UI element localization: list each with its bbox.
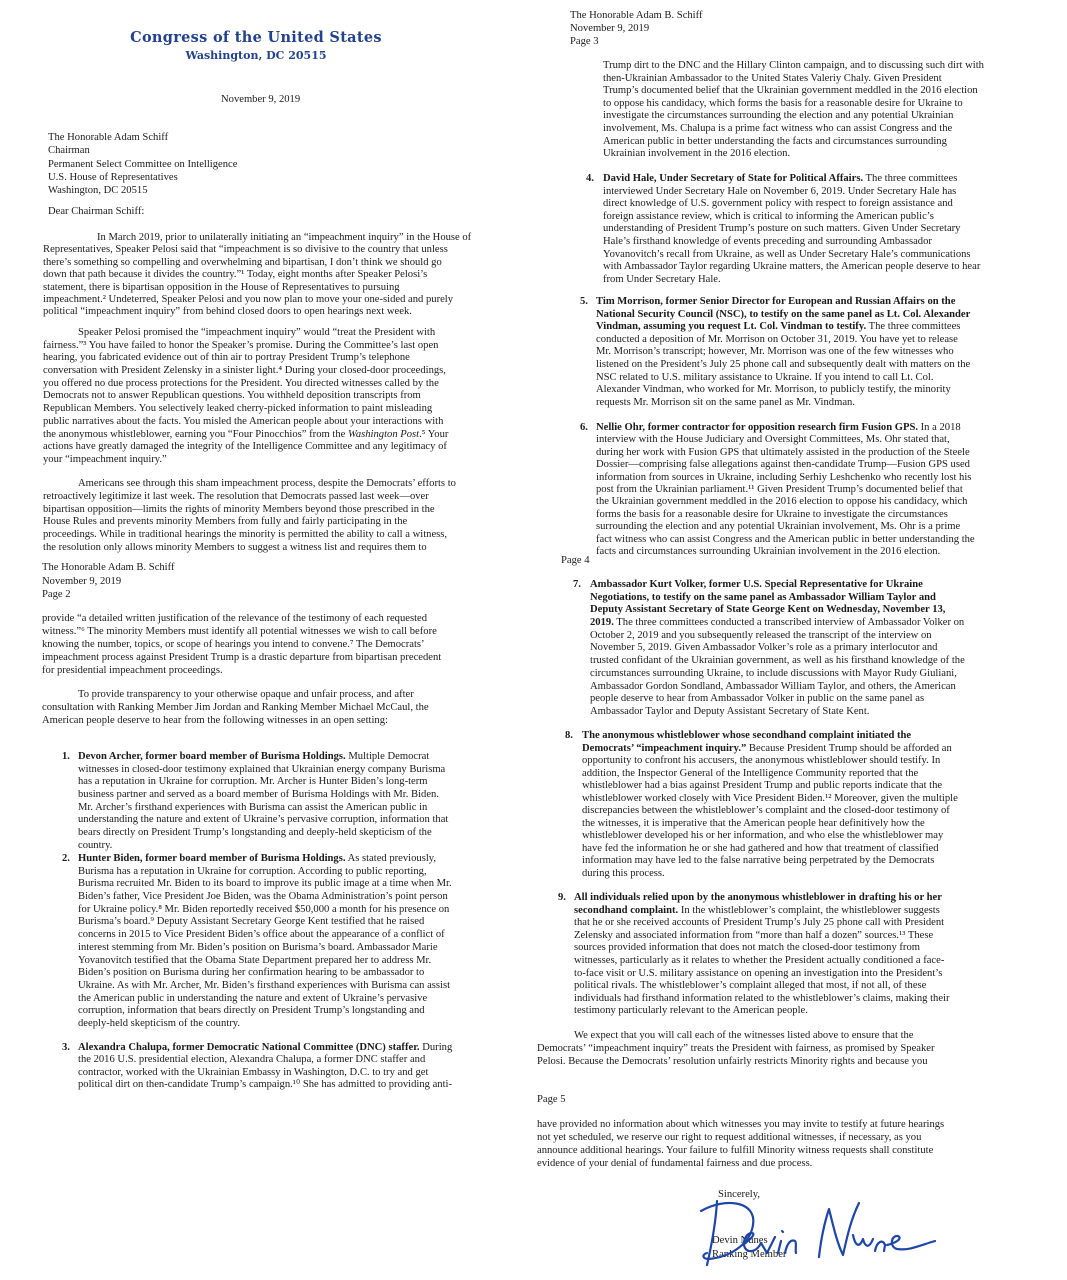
text-line: American public in better understanding the facts and circumstances surrounding	[603, 135, 947, 147]
bold-heading-text: Vindman, assuming you request Lt. Col. Vindman to testify.	[596, 321, 867, 333]
text-line: the American public in understanding the nature and extent of Ukraine’s pervasive	[78, 992, 428, 1004]
text-line: Burisma has a reputation in Ukraine for corruption. According to public reporting,	[78, 865, 427, 877]
bold-heading-text: secondhand complaint.	[574, 904, 679, 916]
text-line: Yovanovitch testified that the Obama State Department prepared her to address Mr.	[78, 954, 432, 966]
text-line	[596, 296, 970, 309]
text-line: Trump dirt to the DNC and the Hillary Clinton campaign, and to discussing such dirt with	[603, 60, 984, 71]
text-line	[603, 173, 980, 186]
text-line: the resolution only allows minority Members to suggest a witness list and requires them to	[43, 541, 427, 553]
text-line: announce additional hearings. Your failure to fulfill Minority witness requests shall constitute	[537, 1145, 934, 1156]
text-line	[582, 743, 958, 756]
text-line	[590, 604, 965, 617]
text-line	[590, 592, 965, 605]
text-line: American people deserve to hear from the following witnesses in an open setting:	[42, 715, 388, 726]
signer-title: Ranking Member	[712, 1249, 787, 1260]
text-line: for Ukraine policy.⁸ Mr. Biden reportedly received $50,000 a month for his presence on	[78, 903, 450, 915]
text-segment: In a 2018	[918, 422, 961, 433]
text-line: down that path because it divides the country.”¹ Today, eight months after Speaker Pelosi’s	[43, 269, 428, 281]
body-paragraph	[42, 688, 429, 727]
text-line: post from the Ukrainian parliament.¹¹ Given President Trump’s documented belief that	[596, 483, 963, 495]
italic-title-text: Washington Post	[347, 428, 420, 440]
bold-heading-text: Tim Morrison, former Senior Director for European and Russian Affairs on the	[596, 296, 956, 307]
item-number: 5.	[580, 296, 588, 307]
text-line: public narratives about the facts. You misled the American people about your interactions with	[43, 415, 444, 427]
text-line: interest stemming from Mr. Biden’s position on Burisma’s board. Ambassador Marie	[78, 941, 438, 953]
text-line: contractor, worked with the Ukrainian Embassy in Washington, D.C. to try and get	[78, 1066, 429, 1078]
text-line: actions have greatly damaged the integrity of the Intelligence Committee and any legitimacy of	[43, 441, 447, 453]
text-line: trusted confidant of the Ukrainian government, as well as his firsthand knowledge of the	[590, 655, 965, 667]
letterhead-title: Congress of the United States	[130, 29, 382, 46]
item-text	[596, 422, 975, 558]
signer-name: Devin Nunes	[712, 1235, 768, 1246]
item-text	[78, 751, 448, 853]
page-3	[535, 0, 1067, 560]
text-line: with Ambassador Taylor regarding Ukraine matters, the American people deserve to hear	[603, 261, 981, 273]
text-line: for presidential impeachment proceedings.	[42, 665, 223, 676]
text-segment: Because President Trump should be afforded an	[746, 742, 952, 754]
text-line	[590, 617, 965, 630]
body-paragraph	[43, 232, 471, 319]
bold-heading-text: National Security Council (NSC), to testify on the same panel as Lt. Col. Alexander	[596, 308, 971, 320]
text-line: Mr. Morrison’s transcript; however, Mr. Morrison was one of the few witnesses who	[596, 346, 954, 358]
bold-heading-text: 2019.	[590, 617, 614, 629]
text-line: testimony particularly relevant to the American people.	[574, 1005, 808, 1017]
text-line: facts and circumstances surrounding Ukrainian involvement in the 2016 election.	[596, 545, 941, 557]
text-line: political rivals. The whistleblower’s complaint alleged that most, if not all, of these	[574, 980, 927, 992]
text-line: November 9, 2019	[42, 575, 122, 587]
bold-heading-text: Alexandra Chalupa, former Democratic National Committee (DNC) staffer.	[78, 1042, 420, 1053]
text-line: understanding the nature and extent of Ukraine’s pervasive corruption, information that	[78, 814, 449, 826]
text-line: The Honorable Adam B. Schiff	[570, 10, 703, 21]
text-line: Page 2	[42, 589, 71, 600]
text-line: surrounding the election and any potential Ukrainian involvement, Ms. Ohr is a prime	[596, 521, 961, 533]
text-line: October 2, 2019 and you subsequently released the transcript of the interview on	[590, 629, 932, 641]
item-number: 4.	[586, 173, 594, 184]
bold-heading-text: All individuals relied upon by the anonymous whistleblower in drafting his or her	[574, 892, 942, 903]
text-line: the witnesses, it is imperative that the American people hear definitively how the	[582, 817, 925, 829]
text-line: House Rules and prevents minority Members from fully and fairly participating in the	[43, 516, 408, 528]
text-line: fairness.”³ You have failed to honor the Speaker’s promise. During the Committee’s last open	[43, 339, 439, 351]
text-line: Alexander Vindman, who worked for Mr. Morrison, to publicly testify, the minority	[596, 384, 951, 396]
text-line: whistleblower developed his or her information, and who else the whistleblower may	[582, 830, 944, 841]
text-line: sources provided information that does not match the closed-door testimony from	[574, 942, 920, 954]
page-1	[0, 0, 532, 554]
text-line: whistleblower worked closely with Vice President Biden.¹² Moreover, given the multiple	[582, 792, 958, 804]
text-line: bears directly on President Trump’s longstanding and deeply-held skepticism of the	[78, 827, 432, 839]
letterhead-address: Washington, DC 20515	[185, 49, 327, 62]
item-text	[78, 1042, 452, 1092]
text-line: U.S. House of Representatives	[48, 171, 178, 183]
text-line: conversation with President Zelensky in a sinister light.⁴ During your closed-door proceedings,	[43, 365, 446, 377]
text-line: consultation with Ranking Member Jim Jordan and Ranking Member Michael McCaul, the	[42, 702, 429, 713]
text-line: people deserve to hear from Ambassador Volker in public on the same panel as	[590, 693, 925, 705]
text-line	[78, 853, 452, 866]
text-line: opportunity to confront his accusers, the anonymous whistleblower should testify. In	[582, 755, 941, 766]
text-line: retroactively legitimize it last week. The resolution that Democrats passed last week—over	[43, 490, 429, 502]
text-line: addition, the Inspector General of the Intelligence Community reported that the	[582, 767, 919, 779]
text-line: The Honorable Adam Schiff	[48, 132, 169, 143]
item-number: 3.	[62, 1042, 70, 1053]
text-line: individuals had firsthand information related to the whistleblower’s claims, making their	[574, 992, 950, 1004]
page-4	[535, 555, 1067, 1090]
item-number: 1.	[62, 751, 70, 762]
text-line	[43, 429, 448, 442]
text-line: Democrats not to answer Republican questions. You withheld deposition transcripts from	[43, 390, 421, 402]
text-line: Trump’s documented belief that the Ukrainian government meddled in the 2016 election	[603, 85, 978, 97]
text-line: requests Mr. Morrison sit on the same panel as Mr. Vindman.	[596, 396, 855, 408]
item-number: 7.	[573, 579, 581, 590]
bold-heading-text: Nellie Ohr, former contractor for opposition research firm Fusion GPS.	[596, 422, 918, 433]
text-line: the Ukrainian government meddled in the 2016 election to oppose his candidacy, which	[596, 496, 968, 508]
text-line: Permanent Select Committee on Intelligence	[48, 158, 238, 170]
text-line: to-face visit or U.S. military assistance on opening an investigation into the President’s	[574, 967, 943, 979]
text-line: Ambassador Gordon Sondland, Ambassador William Taylor, and others, the American	[590, 680, 956, 692]
bold-heading-text: Democrats’ “impeachment inquiry.”	[582, 742, 747, 754]
closing-paragraph	[537, 1029, 935, 1068]
text-line: Washington, DC 20515	[48, 185, 148, 197]
letter-date: November 9, 2019	[221, 94, 301, 105]
witness-item	[580, 422, 975, 558]
text-line: has a reputation in Ukraine for corruption. Mr. Archer is Hunter Biden’s long-term	[78, 776, 428, 788]
text-line	[78, 751, 448, 764]
item-number: 9.	[558, 892, 566, 903]
text-line: Page 3	[570, 36, 599, 47]
text-line: Zelensky and associated information from “more than half a dozen” sources.¹³ These	[574, 929, 934, 941]
text-line: Ambassador Taylor and Deputy Assistant Secretary of State Kent.	[590, 705, 870, 717]
sign-off: Sincerely,	[718, 1189, 760, 1200]
item-number: 8.	[565, 730, 573, 741]
text-line: bipartisan opposition—limits the rights of minority Members beyond those prescribed in the	[43, 503, 435, 515]
body-paragraph	[43, 478, 456, 554]
text-line: witnesses in closed-door testimony explained that Ukrainian energy company Burisma	[78, 763, 446, 775]
page-label: Page 5	[537, 1094, 566, 1105]
text-line: evidence of your denial of fundamental fairness and due process.	[537, 1158, 813, 1169]
text-line	[574, 892, 950, 905]
text-line: direct knowledge of U.S. government policy with respect to foreign assistance and	[603, 198, 953, 210]
text-line: impeachment.² Undeterred, Speaker Pelosi and you now plan to move your one-sided and purely	[43, 293, 454, 305]
text-line: Hale’s firsthand knowledge of events preceding and surrounding Ambassador	[603, 235, 932, 247]
text-line: Yovanovitch’s recall from Ukraine, as well as Under Secretary Hale’s communications	[603, 248, 971, 260]
text-line: country.	[78, 839, 113, 851]
text-line: interviewed Under Secretary Hale on November 6, 2019. Under Secretary Hale has	[603, 185, 957, 197]
text-line: during this process.	[582, 867, 665, 879]
page-header	[570, 9, 703, 48]
bold-heading-text: David Hale, Under Secretary of State for Political Affairs.	[603, 173, 864, 184]
text-line: political dirt on then-candidate Trump’s campaign.¹⁰ She has admitted to providing anti-	[78, 1079, 453, 1091]
text-line: during her work with Fusion GPS that ultimately assisted in the production of the Steele	[596, 446, 970, 458]
text-line	[596, 309, 970, 322]
witness-item	[573, 579, 965, 719]
text-line: understanding of President Trump’s posture on such matters. Given Under Secretary	[603, 223, 961, 235]
text-line: discrepancies between the whistleblower’s complaint and the closed-door testimony of	[582, 805, 950, 816]
text-line: have provided no information about which witnesses you may invite to testify at future hearings	[537, 1119, 945, 1130]
item-number: 6.	[580, 422, 588, 433]
bold-heading-text: Hunter Biden, former board member of Burisma Holdings.	[78, 853, 346, 864]
text-line: November 9, 2019	[570, 23, 650, 34]
body-paragraph	[603, 60, 984, 161]
text-line: business partner and served as a board member of Burisma Holdings with Mr. Biden.	[78, 789, 439, 801]
text-line: Representatives, Speaker Pelosi said that “impeachment is so divisive to the country that unless	[43, 244, 448, 256]
text-line: Biden’s father, Vice President Joe Biden, was the Obama Administration’s point person	[78, 891, 448, 903]
text-line	[78, 1042, 452, 1054]
text-line: Americans see through this sham impeachment process, despite the Democrats’ efforts to	[78, 478, 456, 489]
text-segment: As stated previously,	[345, 853, 437, 864]
text-line: the 2016 U.S. presidential election, Alexandra Chalupa, a former DNC staffer and	[78, 1054, 426, 1066]
text-line: there’s something so compelling and overwhelming and bipartisan, I don’t think we should go	[43, 256, 442, 268]
text-line: deeply-held skepticism of the country.	[78, 1017, 240, 1029]
text-line: that he or she received accounts of President Trump’s July 25 phone call with President	[574, 917, 945, 929]
text-segment: The three committees	[863, 173, 958, 184]
text-segment: The three committees	[866, 321, 961, 333]
text-line: Republican Members. You selectively leaked cherry-picked information to paint misleading	[43, 403, 433, 415]
text-line: Mr. Archer’s firsthand experiences with Burisma can assist the American public in	[78, 801, 428, 813]
item-text	[596, 296, 970, 409]
text-line: impeachment process against President Trump is a drastic departure from bipartisan precedent	[42, 652, 442, 663]
text-line: knowing the number, topics, or scope of hearings you intend to convene.⁷ The Democrats’	[42, 639, 425, 650]
witness-item	[558, 892, 950, 1018]
text-segment: the anonymous whistleblower, earning you “Four Pinocchios” from the	[43, 428, 348, 440]
addressee-block	[48, 131, 237, 197]
text-line: to oppose his candidacy, which forms the basis for a reasonable desire for Ukraine to	[603, 97, 963, 109]
page-label: Page 4	[561, 555, 590, 566]
text-line: whistleblower had a bias against President Trump and public reports indicate that the	[582, 780, 943, 791]
text-line: foreign assistance review, which is critical to informing the American public’s	[603, 210, 934, 222]
text-line: information from sources in Ukraine, including Serhiy Leshchenko who recently lost his	[596, 471, 972, 483]
text-line: have fed the information he or she had gathered and how that treatment of classified	[582, 842, 939, 854]
text-line: Democrats’ “impeachment inquiry” treats the President with fairness, as promised by Speaker	[537, 1043, 935, 1054]
text-line: Dossier—comprising false allegations against then-candidate Trump—Fusion GPS used	[596, 459, 970, 471]
text-line	[596, 422, 975, 434]
body-paragraph	[537, 1118, 944, 1170]
witness-item	[62, 1042, 453, 1092]
text-line: corruption, information that bears directly on President Trump’s longstanding and	[78, 1005, 425, 1017]
text-line: interview with the House Judiciary and Oversight Committees, Ms. Ohr stated that,	[596, 434, 950, 446]
text-line: Chairman	[48, 145, 90, 157]
text-line: To provide transparency to your otherwise opaque and unfair process, and after	[78, 689, 414, 700]
text-line: fact witness who can assist Congress and the American public in better understanding the	[596, 533, 975, 545]
text-line: your “impeachment inquiry.”	[43, 453, 167, 465]
handwritten-signature	[695, 1195, 940, 1270]
page-header	[42, 561, 175, 602]
text-segment: During	[419, 1042, 453, 1053]
text-line: Speaker Pelosi promised the “impeachment inquiry” would “treat the President with	[78, 327, 436, 338]
text-line: hearing, you fabricated evidence out of thin air to portray President Trump’s telephone	[43, 352, 410, 364]
text-line: In March 2019, prior to unilaterally initiating an “impeachment inquiry” in the House of	[97, 232, 472, 243]
text-line	[596, 321, 970, 334]
text-segment: The three committees conducted a transcribed interview of Ambassador Volker on	[613, 617, 965, 629]
witness-item	[62, 853, 452, 1031]
item-number: 2.	[62, 853, 70, 864]
text-line: conducted a deposition of Mr. Morrison on October 31, 2019. You have yet to release	[596, 333, 958, 345]
text-line: provide “a detailed written justification of the relevance of the testimony of each requested	[42, 613, 428, 624]
text-line: political “impeachment inquiry” from behind closed doors to open hearings next week.	[43, 306, 412, 318]
witness-item	[62, 751, 449, 853]
witness-item	[586, 173, 981, 286]
text-line: proceedings. While in traditional hearings the minority is permitted the ability to call a witness,	[43, 529, 448, 541]
item-text	[574, 892, 950, 1018]
text-line: from Under Secretary Hale.	[603, 273, 721, 285]
text-line: Pelosi. Because the Democrats’ resolution unfairly restricts Minority rights and because you	[537, 1056, 928, 1067]
text-line: listened on the President’s July 25 phone call and subsequently dealt with matters on the	[596, 358, 971, 370]
item-text	[78, 853, 452, 1031]
item-text	[603, 173, 980, 286]
text-line: witnesses, particularly as it relates to whether the President actually conditioned a face-	[574, 954, 945, 966]
text-segment: Multiple Democrat	[345, 751, 430, 762]
witness-item	[580, 296, 971, 409]
bold-heading-text: Deputy Assistant Secretary of State George Kent on Wednesday, November 13,	[590, 604, 946, 616]
text-segment: In the whistleblower’s complaint, the whistleblower suggests	[678, 904, 940, 916]
body-paragraph	[43, 327, 448, 467]
text-line: forms the basis for a reasonable desire for Ukraine to investigate the circumstances	[596, 508, 948, 520]
text-line: statement, there is bipartisan opposition in the House of Representatives to pursuing	[43, 281, 400, 293]
text-line	[590, 579, 965, 592]
text-line: Biden’s position on Burisma during her confirmation hearing to be ambassador to	[78, 967, 425, 979]
text-line: not yet scheduled, we reserve our right to request additional witnesses, if necessary, as you	[537, 1132, 922, 1143]
body-paragraph	[42, 612, 441, 677]
page-2	[0, 558, 532, 1092]
text-line	[582, 730, 958, 743]
text-segment: .⁵ Your	[419, 428, 449, 440]
bold-heading-text: Devon Archer, former board member of Burisma Holdings.	[78, 751, 346, 762]
salutation: Dear Chairman Schiff:	[48, 206, 145, 217]
text-line: November 5, 2019. Given Ambassador Volker’s role as a primary interlocutor and	[590, 642, 938, 654]
text-line: concerns in 2015 to Vice President Biden’s office about the appearance of a conflict of	[78, 929, 445, 941]
item-text	[590, 579, 965, 719]
text-line: We expect that you will call each of the witnesses listed above to ensure that the	[574, 1030, 914, 1041]
text-line: The Honorable Adam B. Schiff	[42, 562, 175, 573]
text-line: you offered no due process protections for the President. You directed witnesses called by the	[43, 377, 439, 389]
text-line: circumstances surrounding Ukraine, to include discussions with Mayor Rudy Giuliani,	[590, 667, 957, 679]
text-line	[574, 905, 950, 918]
witness-item	[565, 730, 958, 880]
text-line: Burisma’s board.⁹ Deputy Assistant Secretary George Kent testified that he raised	[78, 916, 425, 928]
item-text	[582, 730, 958, 880]
text-line: NSC related to U.S. military assistance to Ukraine. If you intend to call Lt. Col.	[596, 371, 934, 383]
text-line: information may have led to the false narrative being perpetrated by the Democrats	[582, 855, 935, 866]
text-line: involvement, Ms. Chalupa is a prime fact witness who can assist Congress and the	[603, 122, 953, 134]
bold-heading-text: Ambassador Kurt Volker, former U.S. Special Representative for Ukraine	[590, 579, 923, 590]
text-line: Burisma recruited Mr. Biden to its board to improve its public image at a time when Mr.	[78, 878, 452, 890]
text-line: investigate the circumstances surrounding the election and any potential Ukrainian	[603, 110, 954, 122]
text-line: witness.”⁶ The minority Members must identify all potential witnesses we wish to call before	[42, 626, 437, 637]
text-line: Ukraine. As with Mr. Archer, Mr. Biden’s firsthand experiences with Burisma can assist	[78, 979, 451, 991]
page-5	[535, 1090, 1067, 1280]
bold-heading-text: The anonymous whistleblower whose secondhand complaint initiated the	[582, 730, 912, 741]
text-line: Ukrainian involvement in the 2016 election.	[603, 148, 791, 160]
text-line: then-Ukrainian Ambassador to the United States Valeriy Chaly. Given President	[603, 72, 942, 84]
bold-heading-text: Negotiations, to testify on the same panel as Ambassador William Taylor and	[590, 591, 936, 603]
